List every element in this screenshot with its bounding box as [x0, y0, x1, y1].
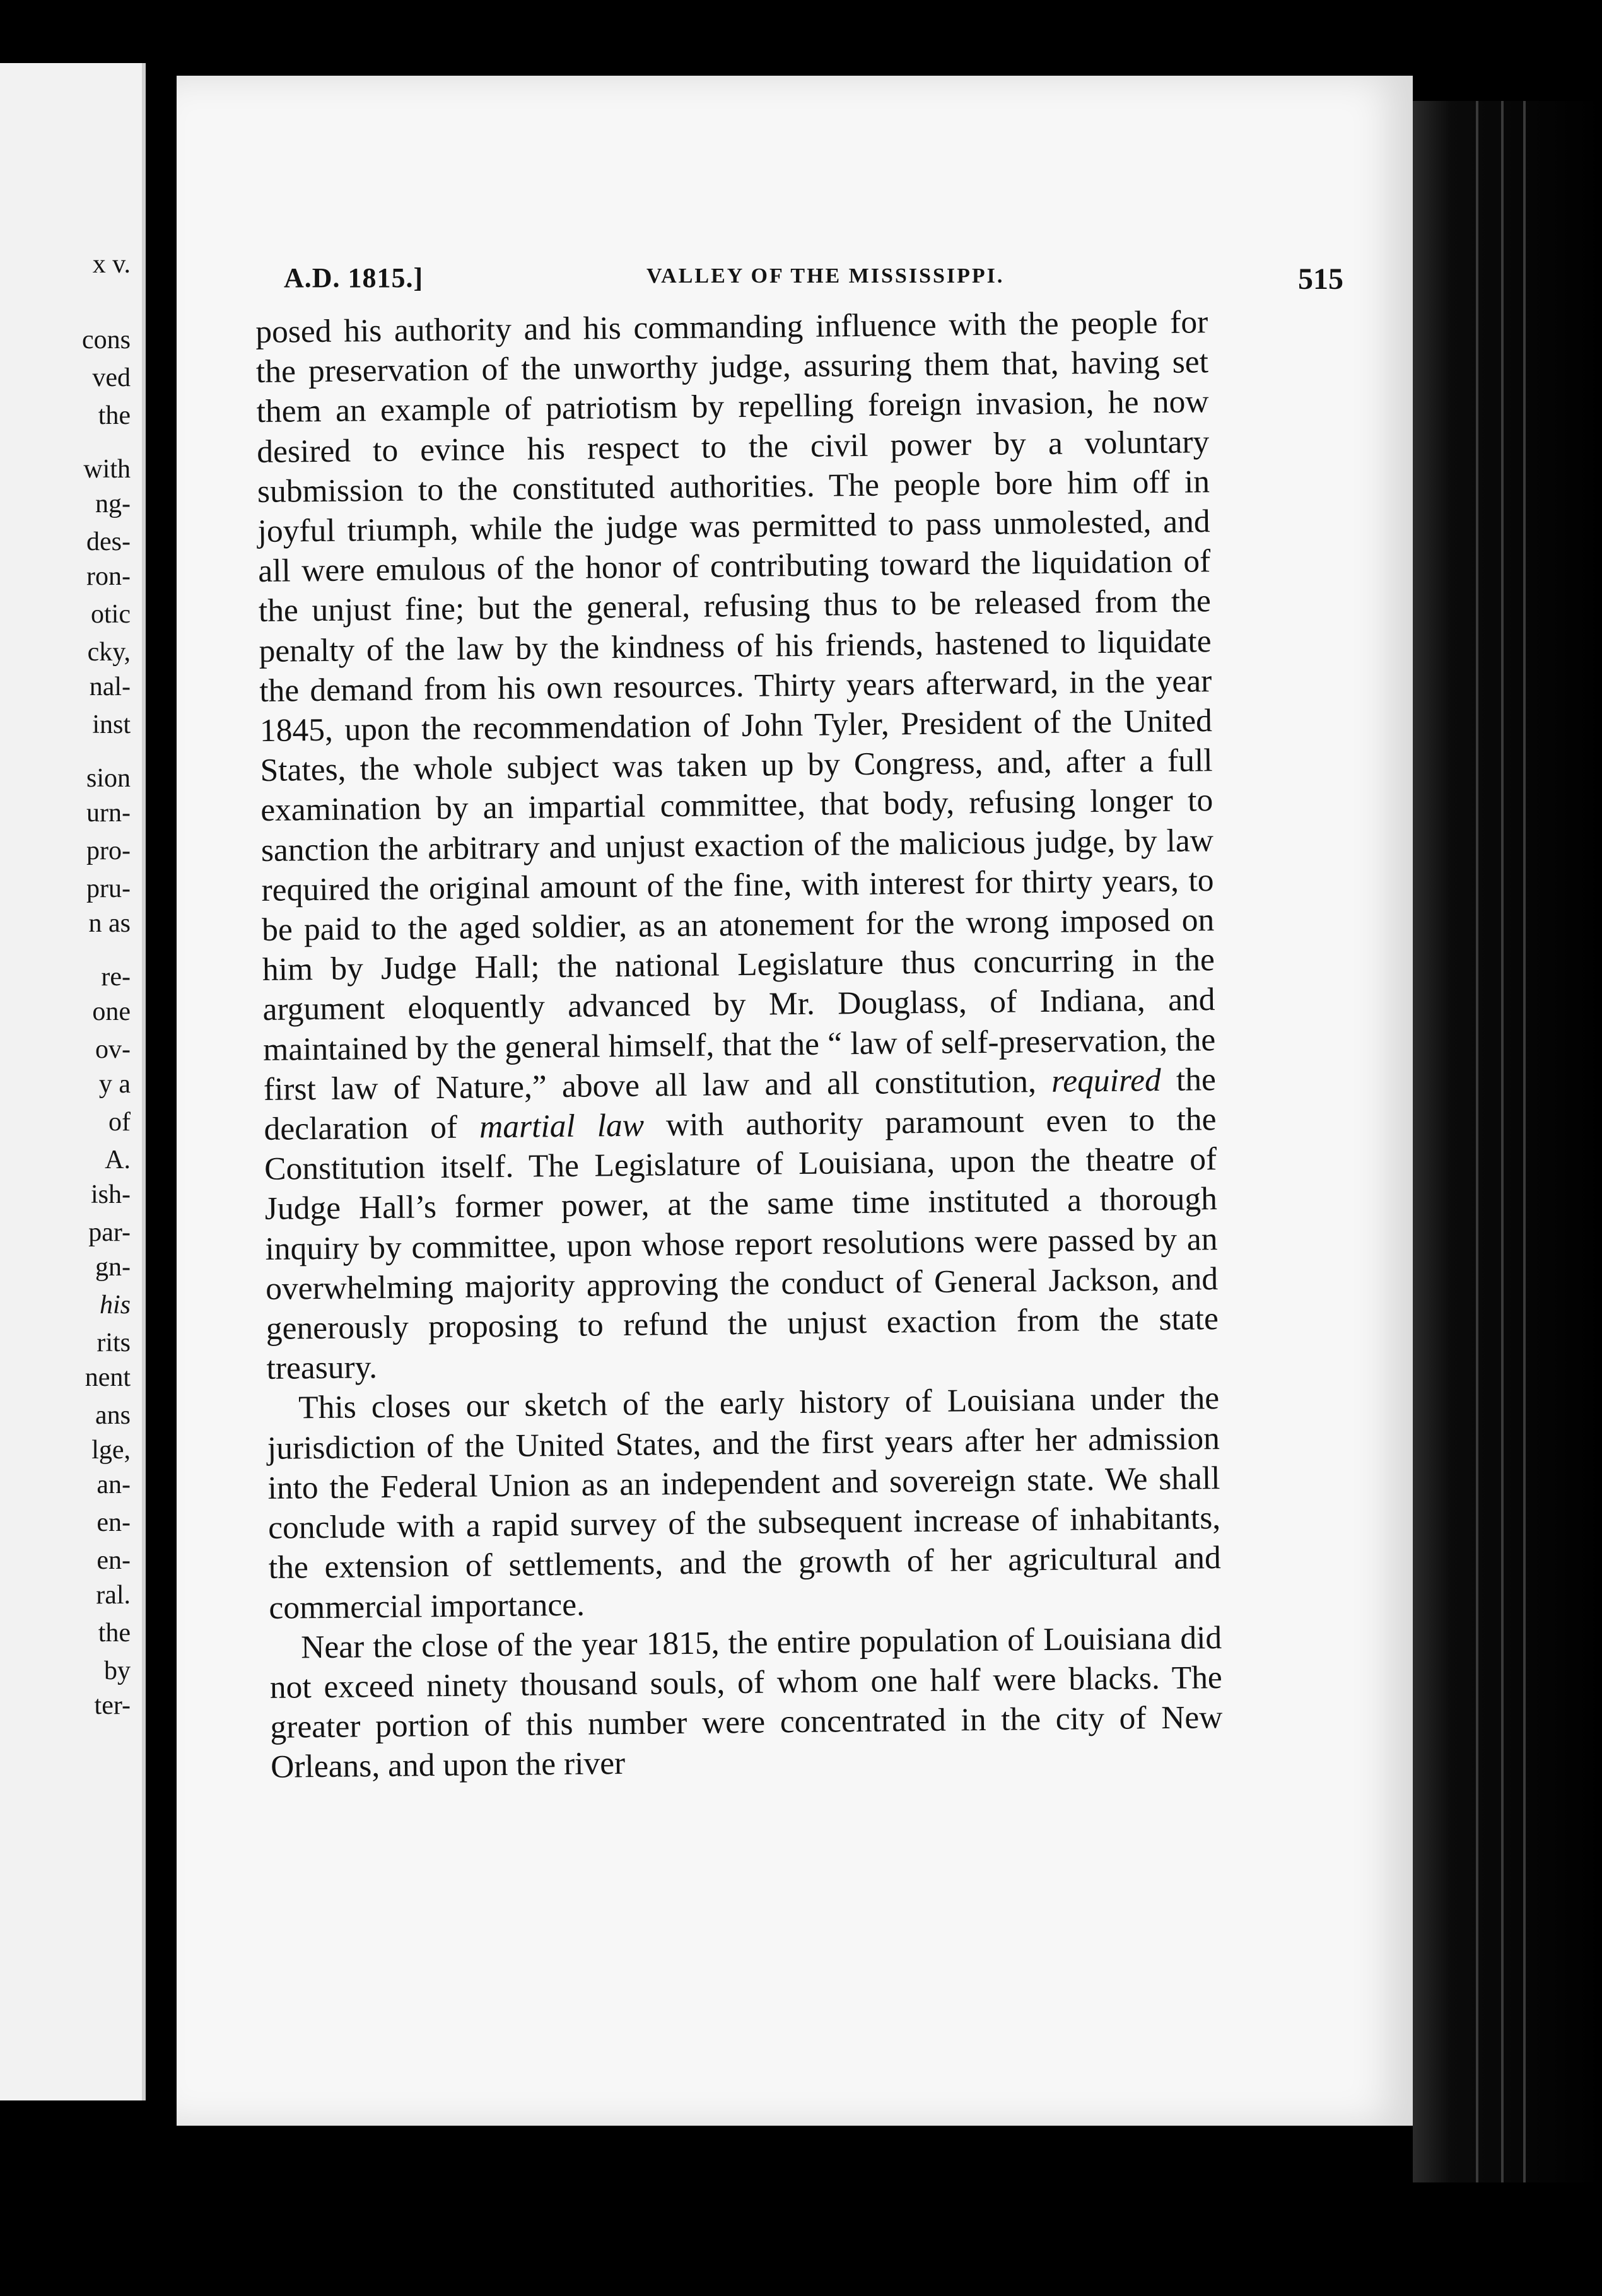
- left-page-line-fragment: ng-: [95, 489, 131, 518]
- left-page-line-fragment: x v.: [92, 250, 131, 279]
- left-page-line-fragment: ral.: [96, 1581, 131, 1610]
- paragraph: [255, 302, 1219, 1388]
- paragraph: This closes our sketch of the early history of Louisiana under the jurisdiction of the United States, and the first years after her admission into the Federal Union as an independent and sovereign state. We shall conclude with a rapid survey of the subsequent increase of inhabitants, the extension of settlements, and the growth of her agricultural and commercial importance.: [267, 1380, 1222, 1626]
- page-number: 515: [1298, 262, 1343, 296]
- left-page-line-fragment: nent: [85, 1363, 131, 1392]
- paragraph-text: the declaration of: [264, 1061, 1217, 1147]
- left-page-line-fragment: gn-: [95, 1253, 131, 1282]
- page-edge-line: [1523, 101, 1526, 2182]
- left-page-line-fragment: ans: [95, 1401, 131, 1430]
- left-page-line-fragment: with: [83, 455, 131, 484]
- left-page-line-fragment: en-: [96, 1546, 131, 1575]
- left-page-line-fragment: the: [98, 401, 131, 430]
- left-page-line-fragment: an-: [96, 1470, 131, 1499]
- left-page-line-fragment: par-: [88, 1218, 131, 1247]
- book-edge: [1413, 101, 1602, 2182]
- left-page-line-fragment: one: [92, 997, 131, 1026]
- paragraph-text: with authority paramount even to the Constitution itself. The Legislature of Louisiana, upon the theatre of Judge Hall’s former power, at the same time instituted a thorough inquiry by committee, upon whose report resolutions were passed by an overwhelming majority approving the conduct of General Jackson, and generously proposing to refund the unjust exaction from the state treasury.: [264, 1101, 1219, 1387]
- left-page-line-fragment: his: [99, 1291, 131, 1320]
- left-page-line-fragment: en-: [96, 1508, 131, 1537]
- left-page-line-fragment: ish-: [91, 1180, 131, 1209]
- paragraph: Near the close of the year 1815, the entire population of Louisiana did not exceed ninety thousand souls, of whom one half were blacks. The greater portion of this number were concentrated in the city of New Orleans, and upon the river: [269, 1619, 1223, 1786]
- left-page-line-fragment: y a: [98, 1070, 131, 1099]
- left-page-line-fragment: des-: [86, 527, 131, 556]
- left-page-line-fragment: pro-: [86, 836, 131, 865]
- header-title: VALLEY OF THE MISSISSIPPI.: [646, 264, 1005, 288]
- left-page-line-fragment: nal-: [89, 672, 131, 701]
- left-page-line-fragment: sion: [86, 764, 131, 793]
- left-page-line-fragment: n as: [88, 909, 131, 938]
- italic-term: required: [1051, 1062, 1161, 1099]
- book-page: [177, 76, 1413, 2126]
- running-header: [284, 255, 1343, 306]
- left-page-line-fragment: inst: [92, 710, 131, 739]
- left-page-line-fragment: otic: [91, 600, 131, 629]
- header-date: A.D. 1815.]: [284, 262, 424, 293]
- page-edge-line: [1476, 101, 1478, 2182]
- left-page-line-fragment: cky,: [87, 638, 131, 667]
- left-page-line-fragment: ov-: [95, 1035, 131, 1064]
- left-page-line-fragment: A.: [105, 1145, 131, 1174]
- left-page-line-fragment: the: [98, 1619, 131, 1648]
- page-edge-line: [1501, 101, 1504, 2182]
- body-text: [255, 302, 1223, 1787]
- left-page-line-fragment: ved: [92, 363, 131, 392]
- left-page-line-fragment: lge,: [91, 1436, 131, 1465]
- left-page-line-fragment: cons: [82, 325, 131, 354]
- left-page-line-fragment: ter-: [94, 1691, 131, 1720]
- left-page-line-fragment: urn-: [86, 799, 131, 828]
- left-page-line-fragment: of: [108, 1108, 131, 1137]
- paragraph-text: posed his authority and his commanding influence with the people for the preservation of the unworthy judge, assuring them that, having set them an example of patriotism by repelling foreign invasion, he now desired to evince his respect to the civil power by a voluntary submission to the constituted authorities. The people bore him off in joyful triumph, while the judge was permitted to pass unmolested, and all were emulous of the honor of contributing toward the liquidation of the unjust fine; but the general, refusing thus to be released from the penalty of the law by the kindness of his friends, hastened to liquidate the demand from his own resources. Thirty years afterward, in the year 1845, upon the recommendation of John Tyler, President of the United States, the whole subject was taken up by Congress, and, after a full examination by an impartial committee, that body, refusing longer to sanction the arbitrary and unjust exaction of the malicious judge, by law required the original amount of the fine, with interest for thirty years, to be paid to the aged soldier, as an atonement for the wrong imposed on him by Judge Hall; the national Legislature thus concurring in the argument eloquently advanced by Mr. Douglass, of Indiana, and maintained by the general himself, that the “ law of self-preservation, the first law of Nature,” above all law and all constitution,: [255, 304, 1216, 1108]
- italic-term: martial law: [479, 1107, 645, 1145]
- left-page-line-fragment: by: [104, 1656, 131, 1685]
- left-page-line-fragment: ron-: [86, 562, 131, 591]
- left-page-line-fragment: pru-: [86, 874, 131, 903]
- left-page-line-fragment: rits: [96, 1328, 131, 1357]
- left-facing-page: [0, 63, 146, 2100]
- left-page-line-fragment: re-: [101, 963, 131, 992]
